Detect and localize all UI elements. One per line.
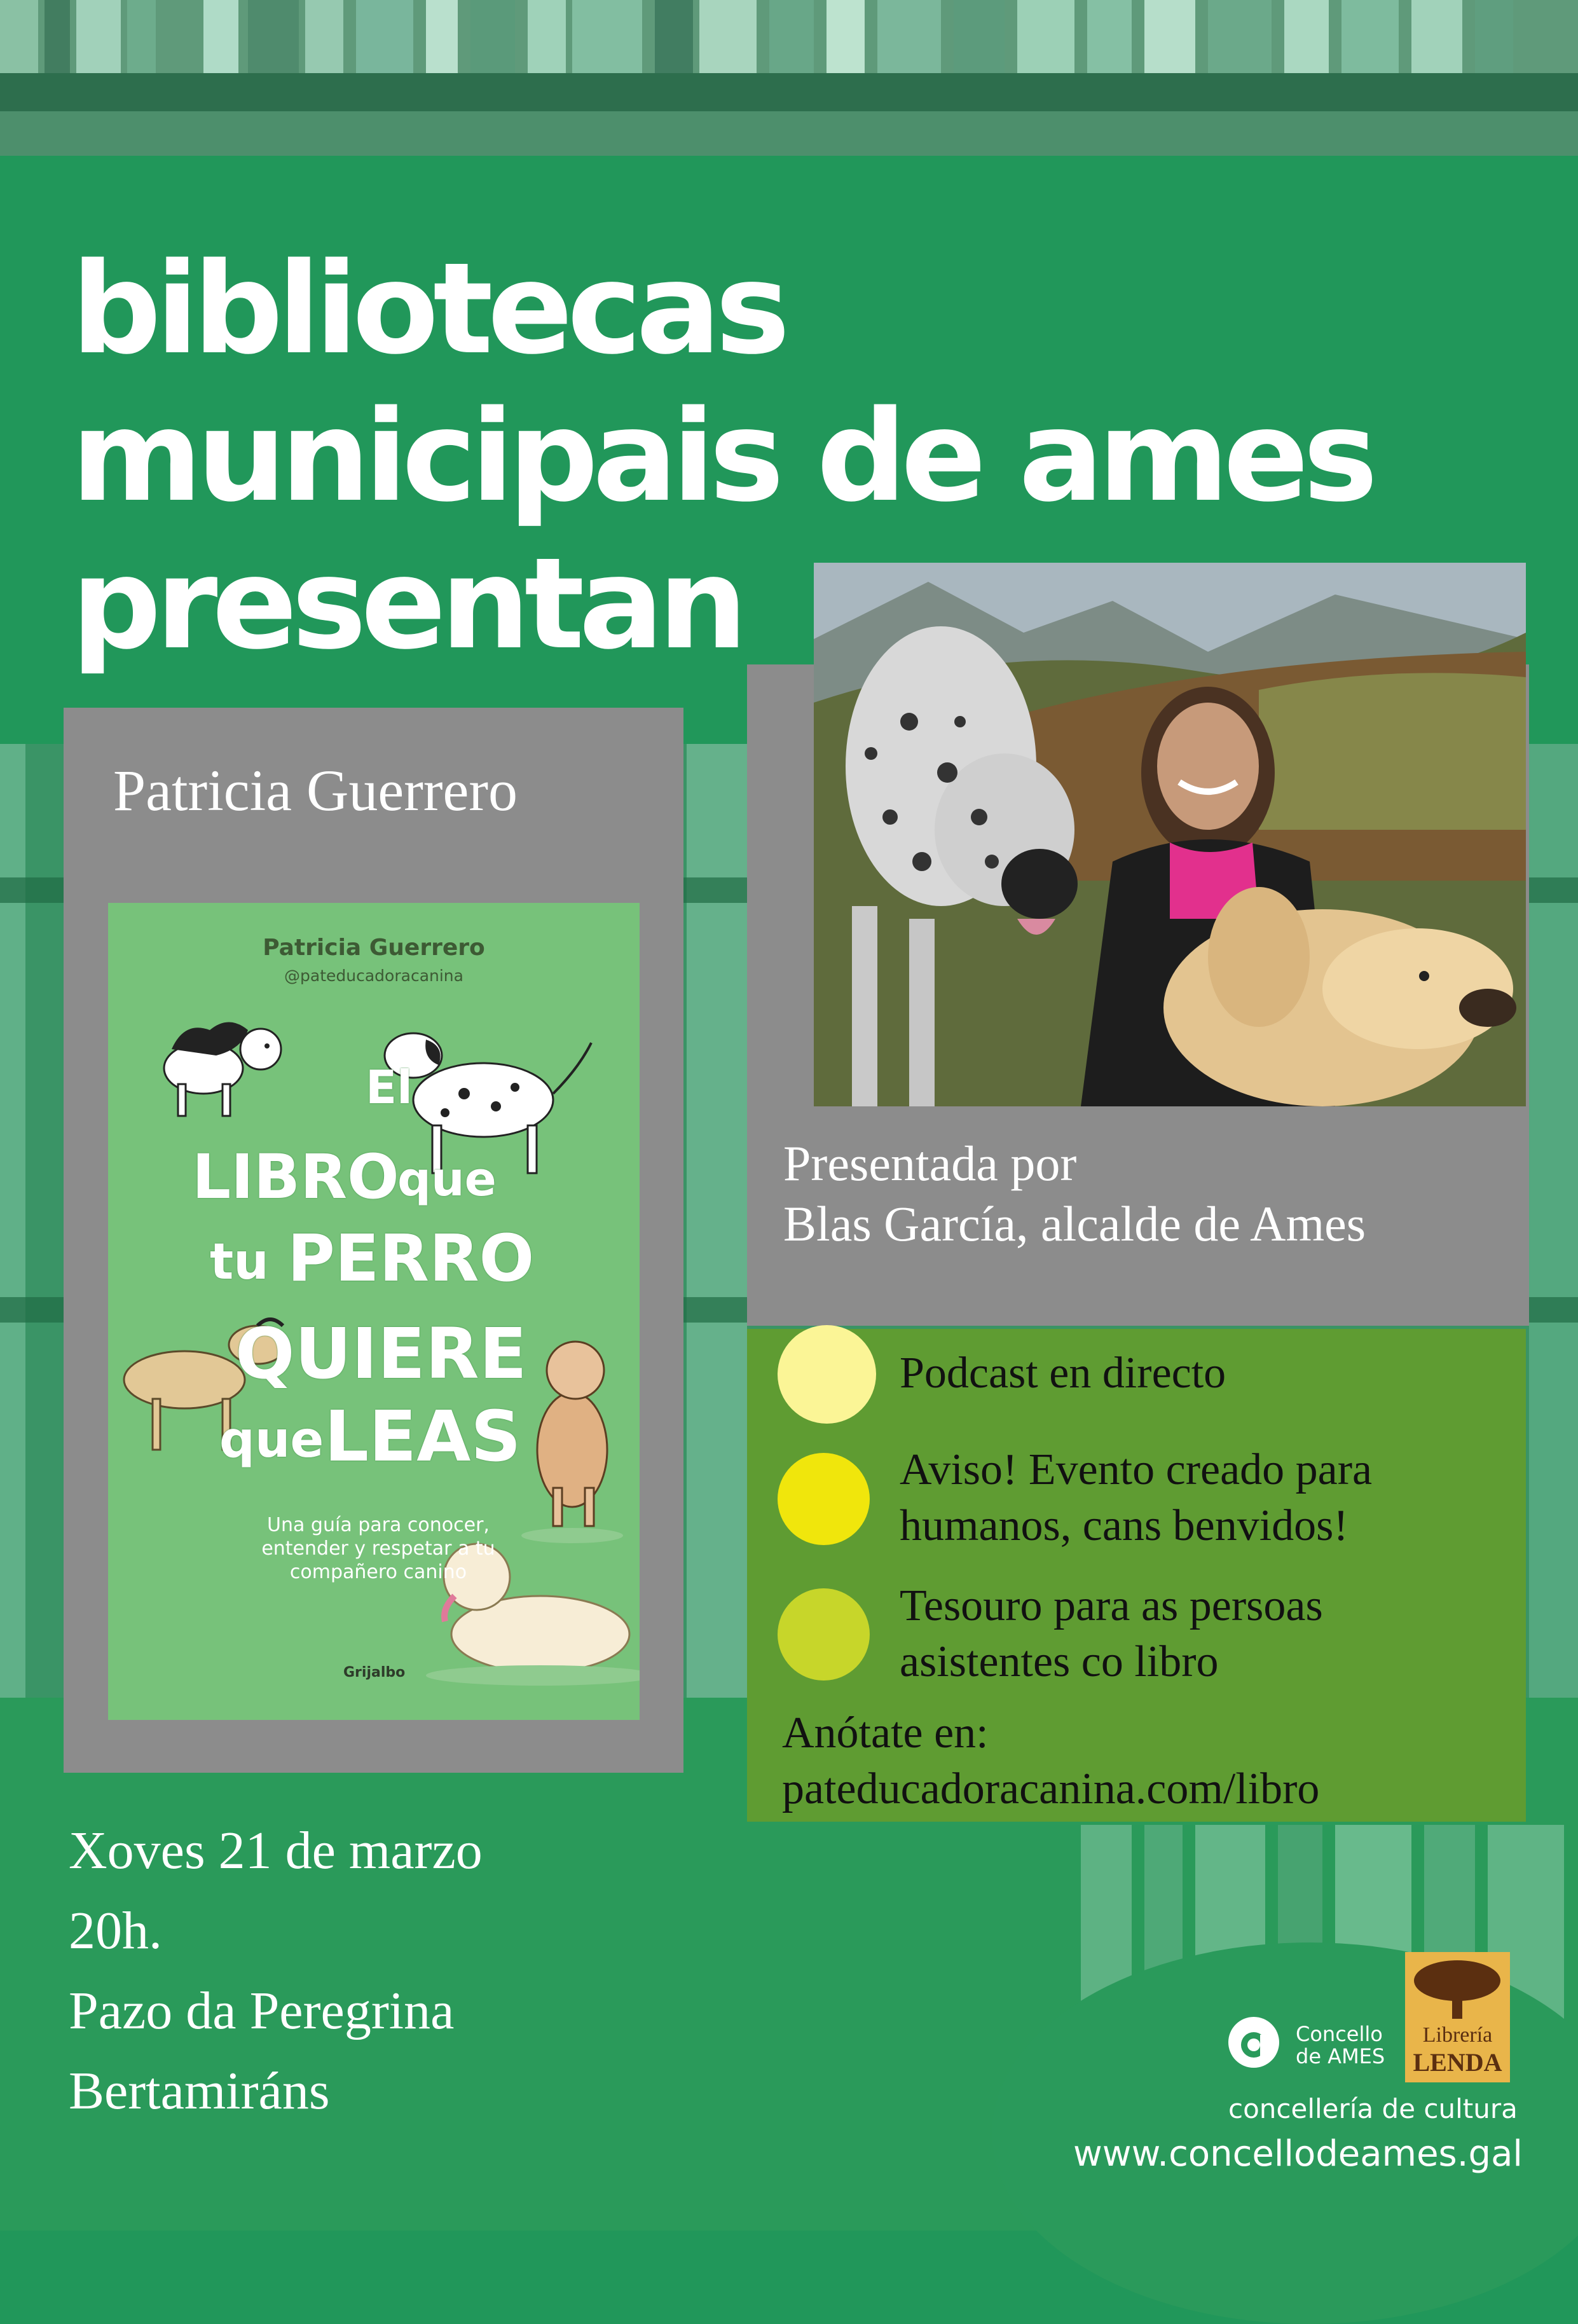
cover-title-perro: PERRO (287, 1221, 535, 1296)
cover-title-quiere: QUIERE (235, 1313, 527, 1394)
presenter-label: Presentada por (783, 1136, 1077, 1191)
cover-publisher: Grijalbo (343, 1665, 406, 1681)
concello-logo-icon (1227, 2016, 1280, 2069)
info-panel (747, 1329, 1526, 1822)
cover-title-libro: LIBRO (192, 1141, 399, 1213)
event-place: Bertamiráns (69, 2061, 330, 2121)
feature-dot-3 (778, 1588, 870, 1681)
signup-url[interactable]: pateducadoracanina.com/libro (782, 1764, 1320, 1813)
libreria-logo-line-2: LENDA (1413, 2048, 1502, 2077)
cover-title-que-1: que (397, 1152, 497, 1207)
signup-label: Anótate en: (782, 1709, 989, 1757)
border-collie-illustration (164, 1022, 281, 1117)
event-date: Xoves 21 de marzo (69, 1821, 483, 1880)
cover-handle: @pateducadoracanina (284, 966, 463, 985)
dog-illustrations (108, 903, 640, 1720)
cover-title-leas: LEAS (324, 1396, 521, 1477)
event-venue: Pazo da Peregrina (69, 1981, 455, 2040)
libreria-logo-line-1: Librería (1422, 2023, 1493, 2047)
headline-line-3: presentan (71, 530, 742, 677)
feature-dot-2 (778, 1453, 870, 1545)
cover-title-el: El (366, 1061, 413, 1114)
feature-treasure: Tesouro para as persoas asistentes co libro (900, 1581, 1323, 1686)
libreria-lenda-logo (1405, 1952, 1510, 2082)
website-link[interactable]: www.concellodeames.gal (1073, 2133, 1523, 2175)
boxer-illustration (521, 1342, 623, 1543)
feature-dogs-welcome: Aviso! Evento creado para humanos, cans benvidos! (900, 1445, 1373, 1550)
book-cover (108, 903, 640, 1720)
concello-logo-line-2: de AMES (1296, 2044, 1385, 2068)
author-photo (814, 563, 1526, 1106)
cover-subtitle: Una guía para conocer, entender y respetar a tu compañero canino (261, 1514, 495, 1583)
department-name: concellería de cultura (1228, 2093, 1518, 2124)
author-name: Patricia Guerrero (113, 758, 518, 823)
event-time: 20h. (69, 1901, 162, 1960)
author-with-dogs-image (814, 563, 1526, 1106)
feature-podcast: Podcast en directo (900, 1349, 1226, 1398)
cover-author: Patricia Guerrero (263, 935, 485, 961)
cover-title-que-2: que (219, 1412, 324, 1469)
presenter-name: Blas García, alcalde de Ames (783, 1196, 1366, 1251)
headline-line-2: municipais de ames (71, 383, 1373, 530)
concello-logo-line-1: Concello (1296, 2022, 1383, 2046)
cover-title-tu: tu (210, 1234, 269, 1291)
headline-line-1: bibliotecas (71, 235, 785, 382)
feature-dot-1 (778, 1325, 876, 1424)
tree-icon (1405, 1952, 1510, 2022)
